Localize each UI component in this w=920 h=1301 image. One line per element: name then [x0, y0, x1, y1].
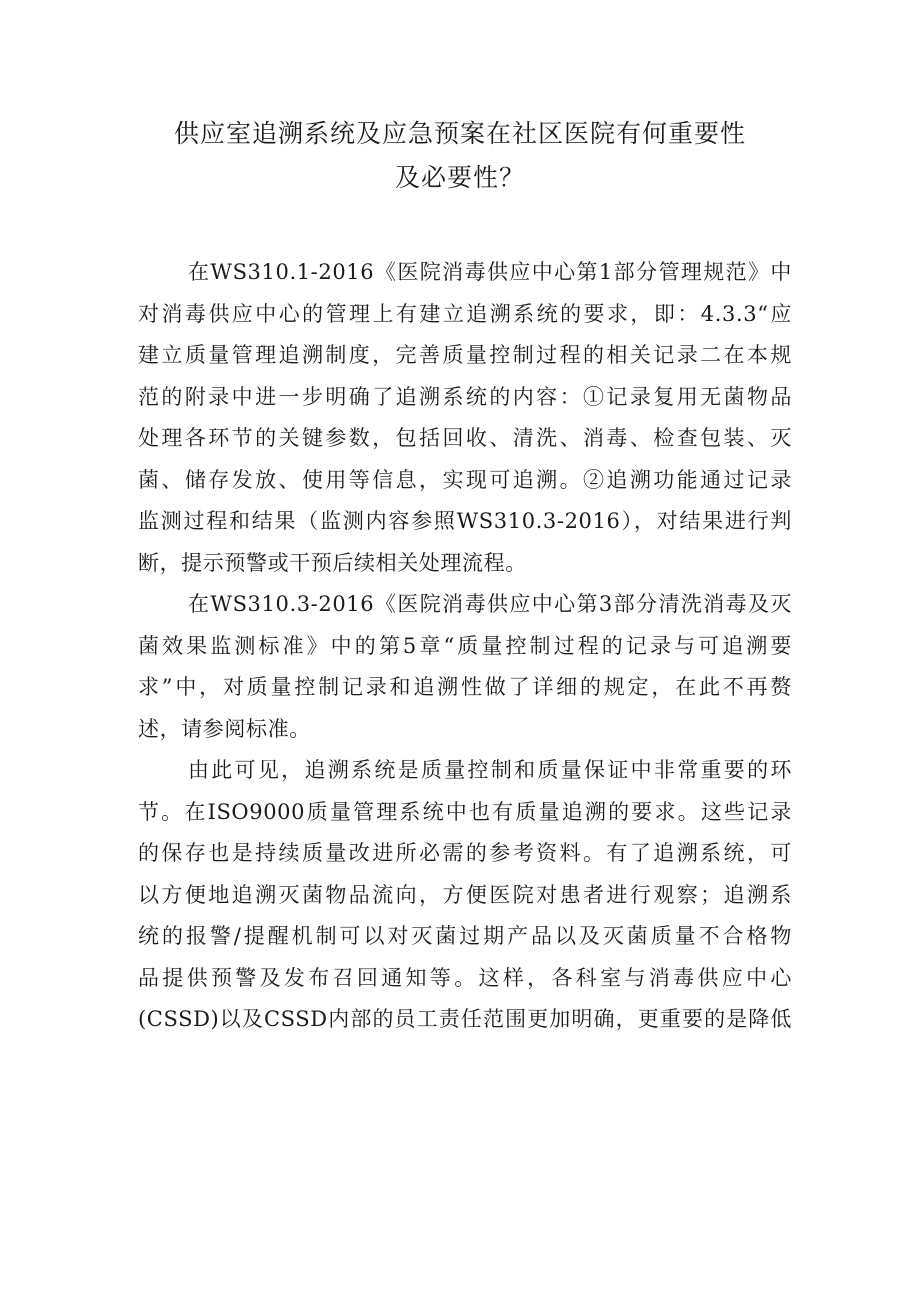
text-line: 建立质量管理追溯制度，完善质量控制过程的相关记录二在本规	[138, 343, 792, 367]
text-line: 在WS310.3-2016《医院消毒供应中心第3部分清洗消毒及灭	[188, 592, 792, 616]
text-line: 由此可见，追溯系统是质量控制和质量保证中非常重要的环	[188, 758, 792, 782]
text-line: 断，提示预警或干预后续相关处理流程。	[138, 550, 527, 575]
text-line: 范的附录中进一步明确了追溯系统的内容：①记录复用无菌物品	[138, 384, 792, 409]
document-title	[130, 112, 790, 200]
paragraph-2	[138, 584, 792, 750]
text-line: 菌效果监测标准》中的第5章“质量控制过程的记录与可追溯要	[138, 633, 792, 658]
text-line: 的保存也是持续质量改进所必需的参考资料。有了追溯系统，可	[138, 841, 792, 865]
text-line: 在WS310.1-2016《医院消毒供应中心第1部分管理规范》中	[188, 260, 792, 284]
text-line: 述，请参阅标准。	[138, 716, 311, 741]
document-body	[138, 252, 792, 1041]
text-line: 以方便地追溯灭菌物品流向，方便医院对患者进行观察；追溯系	[138, 882, 792, 907]
text-line: (CSSD)以及CSSD内部的员工责任范围更加明确，更重要的是降低	[138, 1007, 792, 1031]
text-line: 菌、储存发放、使用等信息，实现可追溯。②追溯功能通过记录	[138, 467, 792, 492]
text-line: 监测过程和结果（监测内容参照WS310.3-2016），对结果进行判	[138, 509, 792, 533]
title-line-2: 及必要性？	[394, 163, 525, 192]
paragraph-3	[138, 750, 792, 1041]
text-line: 节。在ISO9000质量管理系统中也有质量追溯的要求。这些记录	[138, 799, 792, 824]
text-line: 求”中，对质量控制记录和追溯性做了详细的规定，在此不再赘	[138, 675, 792, 699]
text-line: 处理各环节的关键参数，包括回收、清洗、消毒、检查包装、灭	[138, 426, 792, 450]
paragraph-1	[138, 252, 792, 584]
text-line: 统的报警/提醒机制可以对灭菌过期产品以及灭菌质量不合格物	[138, 924, 792, 948]
text-line: 品提供预警及发布召回通知等。这样，各科室与消毒供应中心	[138, 965, 792, 990]
text-line: 对消毒供应中心的管理上有建立追溯系统的要求，即：4.3.3“应	[138, 301, 792, 326]
title-line-1: 供应室追溯系统及应急预案在社区医院有何重要性	[173, 119, 746, 148]
